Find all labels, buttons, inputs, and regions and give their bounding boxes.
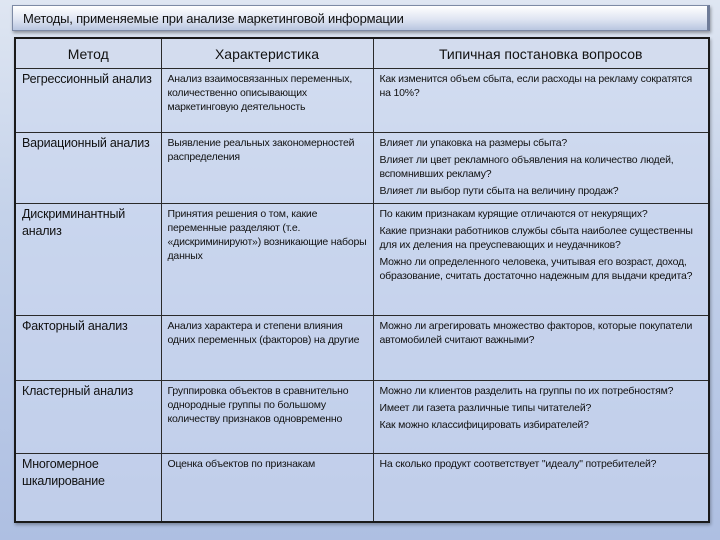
- method-cell: Вариационный анализ: [15, 133, 161, 204]
- header-characteristic: Характеристика: [161, 38, 373, 69]
- characteristic-cell: Оценка объектов по признакам: [161, 454, 373, 522]
- table-header-row: [15, 38, 709, 69]
- question-text: Как можно классифицировать избирателей?: [379, 419, 589, 431]
- questions-cell: [373, 69, 709, 133]
- question-text: По каким признакам курящие отличаются от некурящих?: [379, 208, 648, 220]
- characteristic-cell: Анализ взаимосвязанных переменных, количественно описывающих маркетинговую деятельность: [161, 69, 373, 133]
- question-text: Можно ли клиентов разделить на группы по их потребностям?: [379, 385, 674, 397]
- question-text: Влияет ли цвет рекламного объявления на количество людей, вспомнивших рекламу?: [379, 154, 674, 180]
- header-questions: Типичная постановка вопросов: [373, 38, 709, 69]
- question-text: Можно ли определенного человека, учитывая его возраст, доход, образование, считать достаточно надежным для выдачи кредита?: [379, 256, 693, 282]
- table-row: [15, 454, 709, 522]
- table-row: [15, 133, 709, 204]
- question-text: Можно ли агрегировать множество факторов, которые покупатели автомобилей считают важными?: [379, 320, 693, 346]
- method-cell: Многомерное шкалирование: [15, 454, 161, 522]
- characteristic-cell: Анализ характера и степени влияния одних переменных (факторов) на другие: [161, 316, 373, 381]
- method-cell: Дискриминантный анализ: [15, 204, 161, 316]
- question-text: Какие признаки работников службы сбыта наиболее существенны для их деления на преуспевающих и неудачников?: [379, 225, 693, 251]
- questions-cell: [373, 133, 709, 204]
- questions-cell: [373, 454, 709, 522]
- question-text: Как изменится объем сбыта, если расходы на рекламу сократятся на 10%?: [379, 73, 692, 99]
- questions-cell: [373, 316, 709, 381]
- question-text: На сколько продукт соответствует "идеалу" потребителей?: [379, 458, 657, 470]
- method-cell: Кластерный анализ: [15, 381, 161, 454]
- question-text: Влияет ли выбор пути сбыта на величину продаж?: [379, 185, 619, 197]
- characteristic-cell: Выявление реальных закономерностей распределения: [161, 133, 373, 204]
- method-cell: Факторный анализ: [15, 316, 161, 381]
- table-row: [15, 316, 709, 381]
- questions-cell: [373, 381, 709, 454]
- methods-table: [14, 37, 710, 523]
- table-row: [15, 69, 709, 133]
- slide-title: Методы, применяемые при анализе маркетинговой информации: [23, 11, 404, 26]
- characteristic-cell: Принятия решения о том, какие переменные разделяют (т.е. «дискриминируют») возникающие наборы данных: [161, 204, 373, 316]
- question-text: Имеет ли газета различные типы читателей?: [379, 402, 592, 414]
- table-row: [15, 204, 709, 316]
- question-text: Влияет ли упаковка на размеры сбыта?: [379, 137, 568, 149]
- slide-title-box: [12, 5, 710, 31]
- table-row: [15, 381, 709, 454]
- method-cell: Регрессионный анализ: [15, 69, 161, 133]
- header-method: Метод: [15, 38, 161, 69]
- questions-cell: [373, 204, 709, 316]
- characteristic-cell: Группировка объектов в сравнительно однородные группы по большому количеству признаков одновременно: [161, 381, 373, 454]
